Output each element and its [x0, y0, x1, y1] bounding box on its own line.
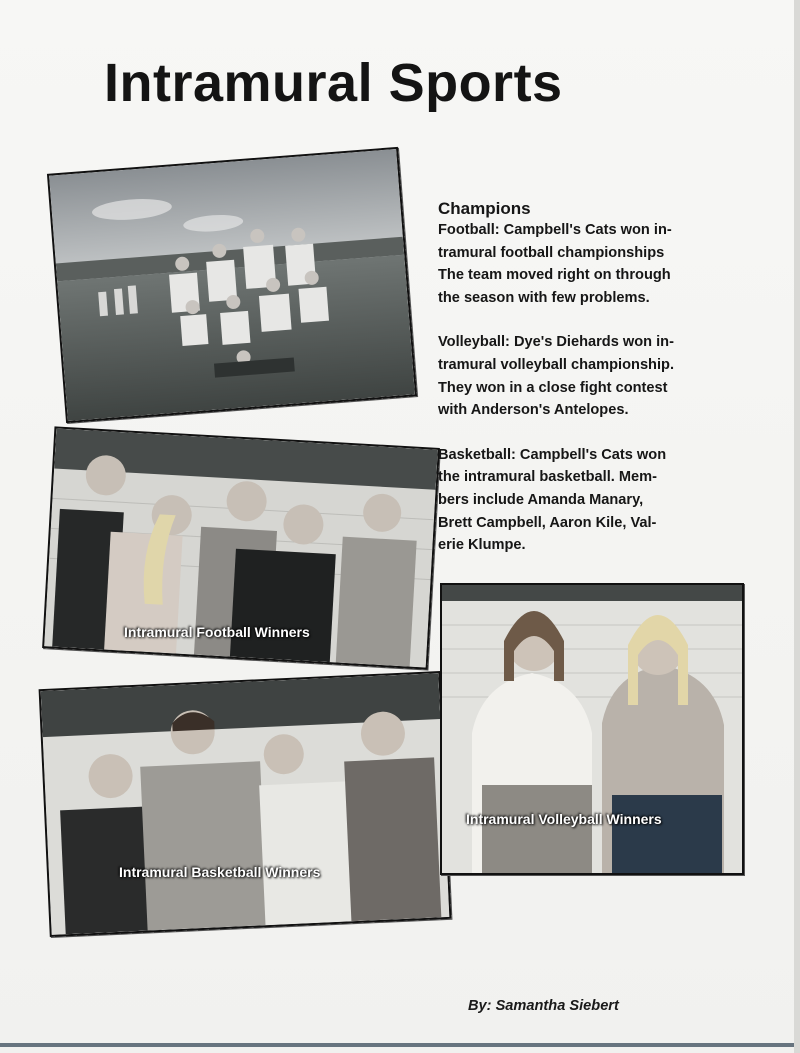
- text-line: The team moved right on through: [438, 267, 671, 284]
- text-line: the season with few problems.: [438, 289, 650, 306]
- page-title: Intramural Sports: [104, 53, 563, 113]
- text-line: They won in a close fight contest: [438, 379, 668, 396]
- text-line: the intramural basketball. Mem-: [438, 469, 657, 486]
- volleyball-paragraph: [438, 331, 758, 421]
- text-line: Brett Campbell, Aaron Kile, Val-: [438, 514, 657, 531]
- right-page-edge: [794, 0, 800, 1053]
- text-line: Basketball: Campbell's Cats won: [438, 446, 667, 463]
- text-line: with Anderson's Antelopes.: [438, 402, 629, 419]
- football-caption: Intramural Football Winners: [124, 624, 310, 640]
- basketball-winners-photo: [39, 671, 452, 937]
- football-paragraph: [438, 219, 758, 309]
- text-line: Volleyball: Dye's Diehards won in-: [438, 334, 674, 351]
- bottom-edge-line: [0, 1043, 800, 1047]
- football-team-field-photo: [47, 147, 417, 423]
- text-line: Football: Campbell's Cats won in-: [438, 222, 672, 238]
- champions-article: [438, 197, 758, 579]
- volleyball-winners-photo: [440, 583, 744, 875]
- volleyball-caption: Intramural Volleyball Winners: [466, 811, 662, 827]
- text-line: erie Klumpe.: [438, 537, 526, 554]
- text-line: bers include Amanda Manary,: [438, 491, 644, 508]
- champions-heading: Champions: [438, 199, 531, 218]
- text-line: tramural football championships: [438, 244, 665, 261]
- text-line: tramural volleyball championship.: [438, 356, 674, 373]
- basketball-paragraph: [438, 444, 758, 557]
- basketball-caption: Intramural Basketball Winners: [119, 864, 321, 880]
- author-byline: By: Samantha Siebert: [468, 998, 619, 1014]
